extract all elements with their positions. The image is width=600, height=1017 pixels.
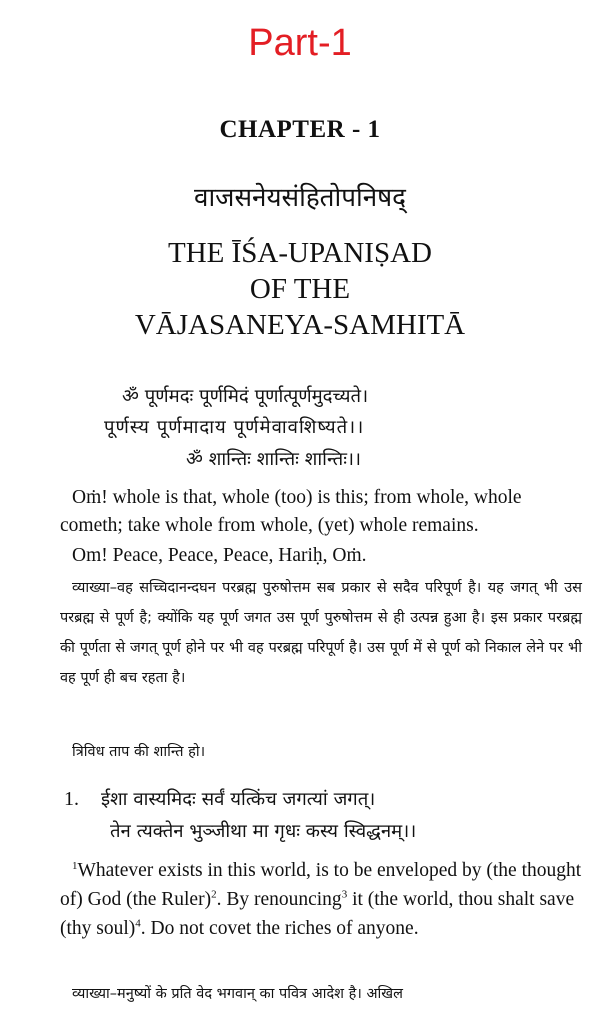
footnote-ref-2: 2 <box>211 888 217 901</box>
verse-1-commentary-start: व्याख्या–मनुष्यों के प्रति वेद भगवान् का पवित्र आदेश है। अखिल <box>72 986 403 1002</box>
verse-1-line-2: तेन त्यक्तेन भुञ्जीथा मा गृधः कस्य स्विद्धनम्।। <box>110 821 417 842</box>
translation-text-1: Whatever exists in this world, is to be enveloped by (the thought of) God (the Ruler) <box>60 860 582 910</box>
translation-text-3: it (the world, thou shalt save (thy soul) <box>60 889 575 939</box>
translation-text-2: . By renouncing <box>216 889 342 910</box>
english-title-line-2: OF THE <box>249 273 351 305</box>
footnote-ref-4: 4 <box>135 917 141 930</box>
peace-translation: Om! Peace, Peace, Peace, Hariḥ, Oṁ. <box>72 545 367 566</box>
commentary-paragraph: व्याख्या–वह सच्चिदानन्दघन परब्रह्म पुरुषोत्तम सब प्रकार से सदैव परिपूर्ण है। यह जगत् भी उस परब्रह्म से पूर्ण है; क्योंकि यह पूर्ण जगत उस पूर्ण पुरुषोत्तम से ही उत्पन्न हुआ है। इस प्रकार परब्रह्म की पूर्णता से जगत् पूर्ण होने पर भी वह परब्रह्म परिपूर्ण है। उस पूर्ण में से पूर्ण को निकाल लेने पर भी वह पूर्ण ही बच रहता है। <box>60 580 582 686</box>
sanskrit-title: वाजसनेयसंहितोपनिषद् <box>193 183 406 213</box>
verse-number: 1. <box>64 788 79 810</box>
invocation-line-3: ॐ शान्तिः शान्तिः शान्तिः।। <box>186 449 361 470</box>
chapter-heading: CHAPTER - 1 <box>219 116 381 143</box>
invocation-line-2: पूर्णस्य पूर्णमादाय पूर्णमेवावशिष्यते।। <box>104 417 365 438</box>
verse-1-translation <box>60 856 582 943</box>
english-title-line-3: VĀJASANEYA-SAMHITĀ <box>134 309 466 341</box>
invocation-line-1: ॐ पूर्णमदः पूर्णमिदं पूर्णात्पूर्णमुदच्यते। <box>122 386 369 407</box>
commentary-closing: त्रिविध ताप की शान्ति हो। <box>72 744 206 760</box>
part-label: Part-1 <box>248 22 352 64</box>
english-title-line-1: THE ĪŚA-UPANIṢAD <box>168 237 432 269</box>
translation-text-4: . Do not covet the riches of anyone. <box>140 918 419 939</box>
footnote-ref-3: 3 <box>341 888 348 901</box>
footnote-ref-1: 1 <box>72 859 78 872</box>
verse-1-line-1 <box>64 786 375 811</box>
verse-1-text-line-1: ईशा वास्यमिदः सर्वं यत्किंच जगत्यां जगत्। <box>101 789 376 810</box>
invocation-translation: Oṁ! whole is that, whole (too) is this; from whole, whole cometh; take whole from whole, (yet) whole remains. <box>60 487 522 536</box>
